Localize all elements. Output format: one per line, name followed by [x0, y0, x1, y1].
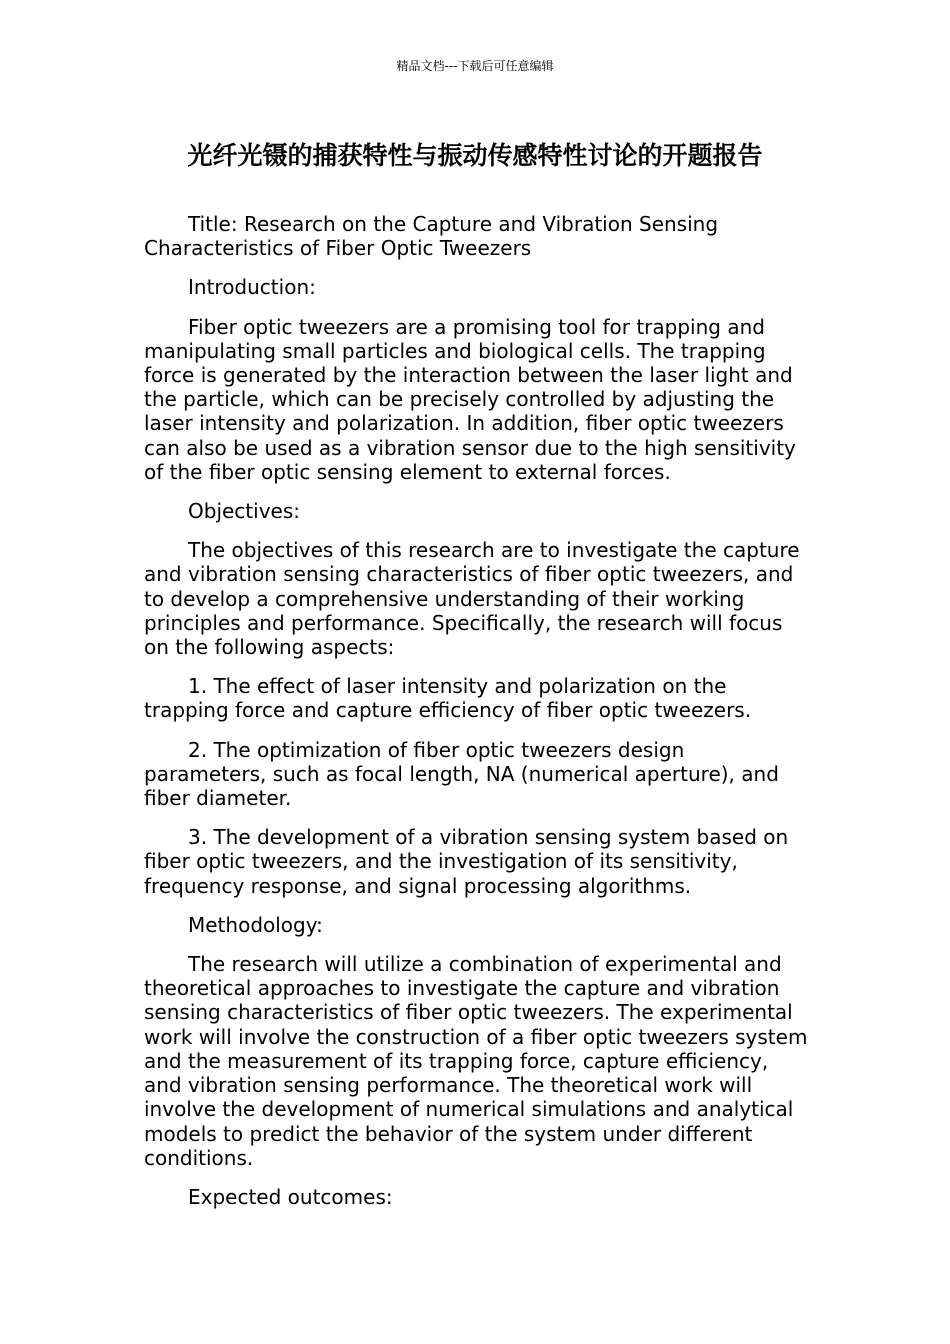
list-item-3: 3. The development of a vibration sensing system based on fiber optic tweezers, and the investigation of its sensitivity, frequency response, and signal processing algorithms.	[144, 825, 789, 898]
paragraph-objectives: The objectives of this research are to investigate the capture and vibration sensing characteristics of fiber optic tweezers, and to develop a comprehensive understanding of their working principles and performance. Specifically, the research will focus on the following aspects:	[144, 538, 800, 660]
heading-objectives: Objectives:	[188, 499, 300, 524]
document-body	[144, 212, 810, 1224]
list-item-1: 1. The effect of laser intensity and polarization on the trapping force and capture efficiency of fiber optic tweezers.	[144, 674, 752, 723]
heading-introduction: Introduction:	[188, 275, 316, 300]
list-item-2: 2. The optimization of fiber optic tweezers design parameters, such as focal length, NA (numerical aperture), and fiber diameter.	[144, 737, 779, 811]
heading-methodology: Methodology:	[188, 912, 323, 937]
paragraph-title-line: Title: Research on the Capture and Vibration Sensing Characteristics of Fiber Optic Tweezers	[144, 212, 719, 261]
paragraph-methodology: The research will utilize a combination of experimental and theoretical approaches to investigate the capture and vibration sensing characteristics of fiber optic tweezers. The experimental work will involve the construction of a fiber optic tweezers system and the measurement of its trapping force, capture efficiency, and vibration sensing performance. The theoretical work will involve the development of numerical simulations and analytical models to predict the behavior of the system under different conditions.	[144, 952, 808, 1170]
document-title: 光纤光镊的捕获特性与振动传感特性讨论的开题报告	[187, 141, 763, 170]
heading-expected-outcomes: Expected outcomes:	[188, 1184, 393, 1209]
paragraph-introduction: Fiber optic tweezers are a promising tool for trapping and manipulating small particles and biological cells. The trapping force is generated by the interaction between the laser light and the particle, which can be precisely controlled by adjusting the laser intensity and polarization. In addition, fiber optic tweezers can also be used as a vibration sensor due to the high sensitivity of the fiber optic sensing element to external forces.	[144, 314, 796, 484]
header-note: 精品文档---下载后可任意编辑	[396, 59, 554, 73]
